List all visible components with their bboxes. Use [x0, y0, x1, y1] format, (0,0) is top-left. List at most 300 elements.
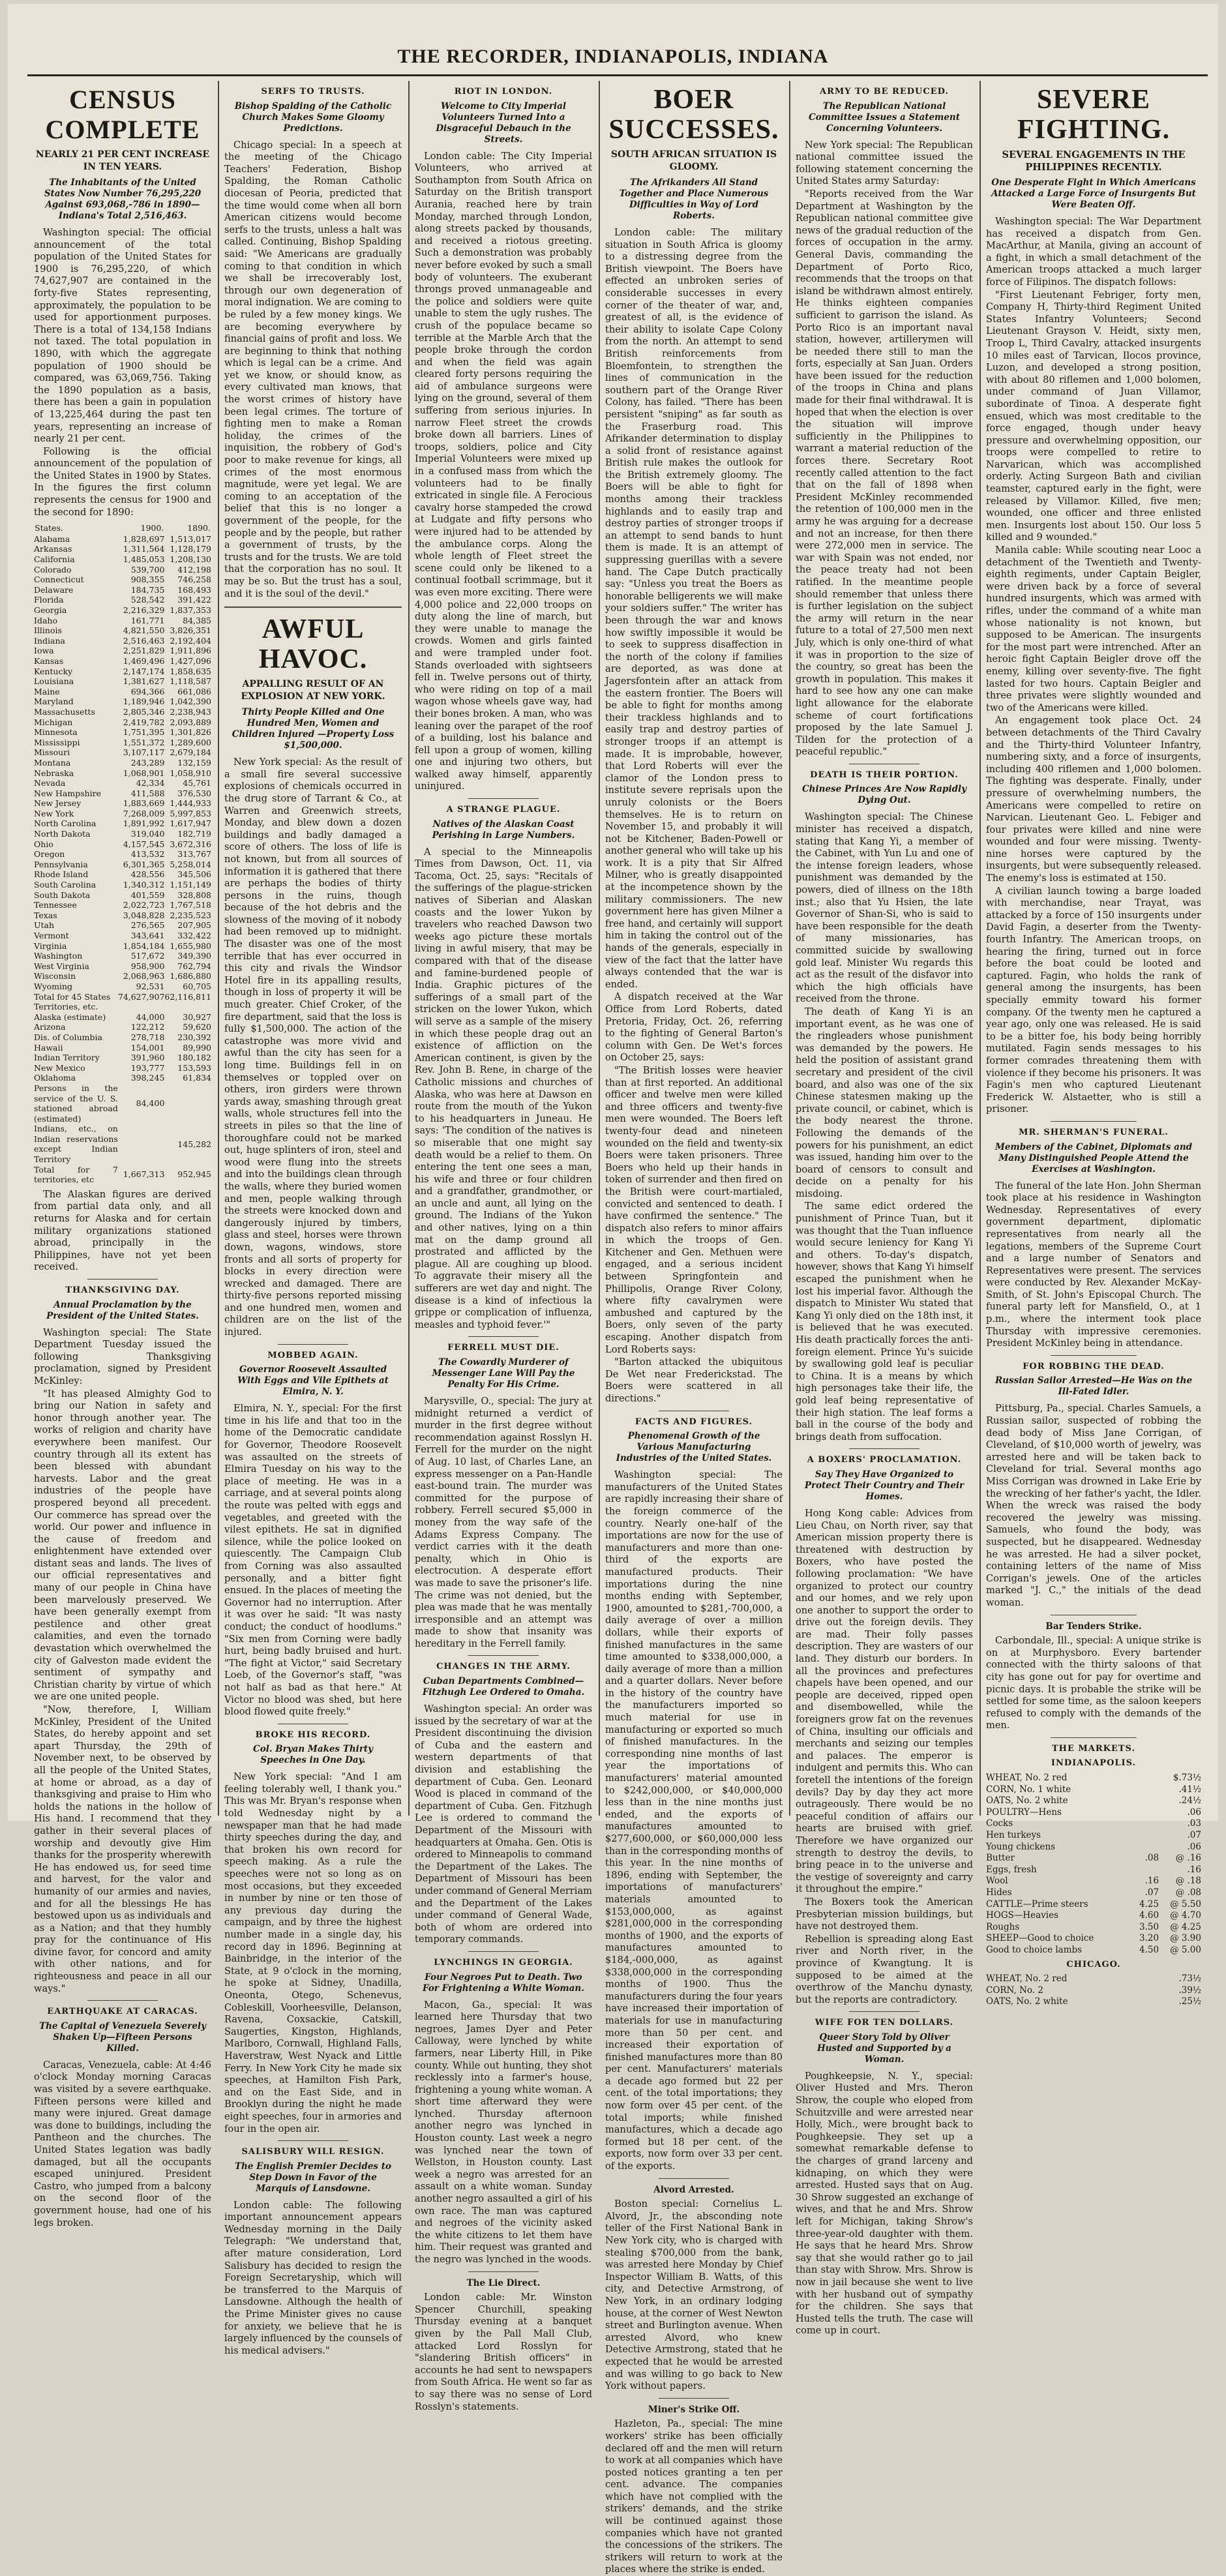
table-row [986, 1876, 1201, 1887]
death-body-1: The death of Kang Yi is an important event, as he was one of the ringleaders whose punishment was demanded by the powers. He held the position of assistant grand secretary and president of the civil board, and also was one of the six Chinese statesmen making up the private council, or cabinet, which is the body nearest the throne. Following the demands of the powers for his punishment, an edict was issued, handing him over to the board of censors to consult and decide on a penalty for his misdoing. [796, 1006, 973, 1199]
row-label: Kentucky [34, 666, 73, 676]
column-1 [34, 81, 211, 2228]
table-row [34, 1063, 211, 1073]
total45-1900: 74,627,907 [117, 991, 165, 1002]
row-value: 3,826,351 [170, 625, 211, 636]
table-row [34, 971, 211, 981]
row-label: Eggs, fresh [986, 1864, 1037, 1875]
row-label: SHEEP—Good to choice [986, 1933, 1094, 1944]
row-label: WHEAT, No. 2 red [986, 1773, 1068, 1784]
newspaper-page [8, 4, 1218, 2575]
row-value: .24½ [1178, 1795, 1201, 1806]
row-value: 4.25 [1139, 1898, 1159, 1910]
row-label: Maryland [34, 696, 74, 707]
table-row [34, 717, 211, 728]
reduce-body-0: New York special: The Republican national committee issued the following statement concerning the United States army Saturday: [796, 139, 973, 187]
row-value: 2,068,963 [123, 971, 165, 981]
row-value: 1,854,184 [123, 940, 165, 951]
row-value: 1,189,946 [123, 696, 165, 707]
table-row [34, 809, 211, 819]
table-row [34, 534, 211, 545]
row-value: 3.50 [1139, 1921, 1159, 1932]
miners-title: Miner's Strike Off. [648, 2404, 740, 2415]
row-label: Alabama [34, 533, 70, 544]
mobbed-title: MOBBED AGAIN. [267, 1350, 359, 1360]
row-label: Colorado [34, 564, 72, 575]
table-row [34, 1012, 211, 1023]
row-value: 1,128,179 [170, 544, 211, 554]
salisbury-title: SALISBURY WILL RESIGN. [241, 2147, 385, 2157]
indianapolis-title: INDIANAPOLIS. [1051, 1758, 1137, 1769]
facts-deck: Phenomenal Growth of the Various Manufacturing Industries of the United States. [616, 1431, 772, 1464]
census-header-1890: 1890. [187, 523, 211, 533]
divider [278, 1344, 349, 1345]
row-value: 60,705 [183, 981, 211, 991]
row-value: 4,821,550 [123, 625, 165, 636]
census-header-states: States. [35, 523, 63, 533]
row-value: 1,767,518 [170, 900, 211, 910]
table-row [34, 1022, 211, 1032]
row-label: Vermont [34, 931, 69, 940]
table-row [986, 1985, 1201, 1997]
row-value: 1,551,372 [123, 737, 165, 747]
row-value: 161,771 [130, 615, 165, 625]
boer-body-1: A dispatch received at the War Office from Lord Roberts, dated Pretoria, Friday, Oct. 26, referring to the fighting of General Barton's column with Gen. De Wet's forces on October 25, says: [605, 991, 783, 1064]
lynchings-deck: Four Negroes Put to Death. Two For Frightening a White Woman. [423, 1971, 584, 1994]
column-rule [408, 81, 410, 1816]
table-row [34, 829, 211, 839]
divider [468, 1655, 539, 1656]
riot-title: RIOT IN LONDON. [454, 87, 553, 97]
row-label: Wyoming [34, 981, 73, 991]
thanksgiving-deck: Annual Proclamation by the President of the United States. [46, 1299, 199, 1321]
row-label: Florida [34, 595, 64, 605]
row-value: 122,212 [130, 1022, 165, 1032]
abroad-1900: 84,400 [136, 1098, 165, 1109]
row-value: 193,777 [130, 1062, 165, 1073]
boer-body-0: London cable: The military situation in South Africa is gloomy to a distressing degree from the British viewpoint. The Boers have effected an unbroken series of considerable successes in every corner of the theater of war, and, greatest of all, is the evidence of their ability to isolate Cape Colony from the north. An attempt to send British reinforcements from Bloemfontein, to strengthen the lines of communication in the southern part of the Orange River Colony, has failed. "There has been persistent "sniping" as far south as the Fraserburg road. This Afrikander determination to display a solid front of resistance against British rule makes the outlook for the British extremely gloomy. The Boers will be able to fight for months among their trackless highlands and to easily trap and destroy parties of stronger troops if an attempt to send bands to hunt them is made. It is an attempt of suppressing guerillas with a severe hand. The Cape Dutch practically say: "Unless you treat the Boers as honorable belligerents we will make your soldiers suffer." The writer has been through the war and knows how swiftly impossible it would be to seek to suppress disaffection in the north of the colony if families are deported, as was done at Jagersfontein after an attack from the eastern frontier. The Boers will be able to fight for months among their trackless highlands and to easily trap and destroy parties of stronger troops if an attempt is made. It is improbable, however, that Lord Roberts will ever the clamor of the London press to institute severe reprisals upon the unruly colonists or the Boers themselves. He is to return on November 15, and probably it will not be Kitchener, Baden-Powell or another general who will take up his work. It is a pity that Sir Alfred Milner, who is greatly disappointed at the incompetence shown by the military commissioners. The new government here has given Milner a free hand, and certainly will support him in taking the control out of the hands of the generals, especially in view of the fact that the latter have always contended that the war is ended. [605, 227, 783, 990]
column-2 [224, 81, 402, 2356]
ferrell-title: FERRELL MUST DIE. [447, 1343, 560, 1353]
row-value: 428,556 [130, 869, 165, 880]
row-value: @ 5.50 [1170, 1898, 1201, 1910]
chicago-markets [986, 1973, 1201, 2008]
table-row [34, 860, 211, 870]
column-rule [218, 81, 219, 1816]
table-row [34, 727, 211, 738]
row-value: 1,485,053 [123, 554, 165, 565]
table-row [986, 1933, 1201, 1945]
row-value: 3,107,117 [123, 747, 165, 758]
row-value: 2,192,404 [170, 635, 211, 646]
table-row [34, 849, 211, 860]
boer-headline: BOER SUCCESSES. [608, 85, 779, 145]
row-value: 762,794 [177, 961, 211, 971]
thanksgiving-body-2: "Now, therefore, I, William McKinley, President of the United States, do hereby appoint and set apart Thursday, the 29th of November next, to be observed by all the people of the United States, at home or abroad, as a day of thanksgiving and praise to Him who holds the nations in the hollow of His hand. I recommend that they gather in their several places of worship and devoutly give Him thanks for the prosperity wherewith He has endowed us, for seed time and harvest, for the valor and humanity of our armies and navies, and for all the blessings He has bestowed upon us as individuals and as a Nation; and that they humbly pray for the continuance of His divine favor, for concord and amity with other nations, and for righteousness and peace in all our ways." [34, 1704, 211, 1994]
row-value: @ .18 [1175, 1876, 1201, 1887]
table-row [34, 758, 211, 768]
markets-title: THE MARKETS. [1051, 1743, 1135, 1754]
table-row [34, 554, 211, 565]
severe-body-4: A civilian launch towing a barge loaded with merchandise, near Trayat, was attacked by a force of 150 insurgents under David Fagin, a deserter from the Twenty-fourth Infantry. The American troops, on hearing the firing, turned out in force before the boat could be looted and captured. Fagin, who holds the rank of general among the insurgents, has been specially emmity toward his former company. Of the twenty men he captured a year ago, only one was released. He is said to be a bitter foe, his body being horribly mutilated. Fagin sends messages to his former comrades threatening them with violence if they become his prisoners. It was Fagin's men who captured Lieutenant Frederick W. Alstaetter, who is still a prisoner. [986, 885, 1201, 1115]
row-value: 2,679,184 [170, 747, 211, 758]
serfs-title: SERFS TO TRUSTS. [261, 87, 365, 97]
row-value: 398,245 [130, 1073, 165, 1083]
row-label: Nebraska [34, 768, 74, 778]
row-value: 349,390 [177, 951, 211, 961]
abroad-label: Persons in the service of the U. S. stationed abroad (estimated) [34, 1083, 118, 1124]
row-value: 1,828,697 [123, 533, 165, 544]
row-label: Louisiana [34, 676, 74, 687]
row-label: Hides [986, 1887, 1012, 1898]
miners-body: Hazleton, Pa., special: The mine workers' strike has been officially declared off and the men will return to work at all companies which have posted notices granting a ten per cent. advance. The companies which have not complied with the strikers' demands, and the strike will be continued against those companies which have not granted the concessions of the strikers. The strikers will return to work at the places where the strike is ended. [605, 2418, 783, 2575]
masthead-rule [27, 74, 1208, 76]
row-value: 1,301,826 [170, 727, 211, 738]
table-row [986, 1899, 1201, 1911]
row-value: 1,381,627 [123, 676, 165, 687]
row-value: .73½ [1178, 1973, 1201, 1984]
table-row [34, 738, 211, 748]
divider [87, 2000, 158, 2001]
earthquake-title: EARTHQUAKE AT CARACAS. [47, 2007, 198, 2017]
table-row [34, 565, 211, 575]
row-value: 1,444,933 [170, 798, 211, 809]
table-row [986, 1922, 1201, 1934]
serfs-deck: Bishop Spalding of the Catholic Church Makes Some Gloomy Predictions. [234, 100, 392, 134]
row-label: Arizona [34, 1022, 66, 1032]
row-value: 1,068,901 [123, 768, 165, 778]
row-label: Michigan [34, 717, 73, 727]
row-label: Tennessee [34, 900, 77, 910]
alvord-title: Alvord Arrested. [653, 2184, 734, 2195]
robbing-body: Pittsburg, Pa., special. Charles Samuels, a Russian sailor, suspected of robbing the dead body of Miss Jane Corrigan, of Cleveland, of $10,000 worth of jewelry, was arrested here and will be taken back to Cleveland for trial. Several months ago Miss Corrigan was drowned in Lake Erie by the wrecking of her father's yacht, the Idler. When the wreck was raised the body recovered the jewelry was missing. Samuels, who found the body, was suspected, but he disappeared. Wednesday he was arrested. He had a silver pocket, containing letters of the name of Miss Corrigan's jewels. One of the articles marked "J. C.," the initials of the dead woman. [986, 1403, 1201, 1608]
row-value: 3,048,828 [123, 910, 165, 920]
army-changes-body: Washington special: An order was issued by the secretary of war at the President discontinuing the division of Cuba and the eastern and western departments of that division and establishing the department of Cuba. Gen. Leonard Wood is placed in command of the department of Cuba. Gen. Fitzhugh Lee is ordered to command the Department of the Missouri with headquarters at Omaha. Gen. Otis is ordered to Minneapolis to command the Department of the Lakes. The Department of Missouri has been under command of General Merriam and the Department of the Lakes under command of General Wade, both of whom are ordered into temporary commands. [415, 1703, 592, 1945]
row-value: 1,751,395 [123, 727, 165, 738]
census-deck: The Inhabitants of the United States Now Number 76,295,220 Against 693,068,-786 in 1890—Indiana's Total 2,516,463. [44, 177, 202, 221]
table-row [34, 666, 211, 677]
row-value [1132, 1795, 1159, 1807]
row-value: 1,340,312 [123, 880, 165, 890]
table-row [34, 676, 211, 687]
death-body-2: The same edict ordered the punishment of Prince Tuan, but it was thought that the Tuan influence would secure leniency for Kang Yi and others. To-day's dispatch, however, shows that Kang Yi himself escaped the punishment when he lost his imperial favor. Although the dispatch to Minister Wu stated that Kang Yi only died on the 18th inst, it is believed that he was executed. His death practically forces the anti-foreign element. Prince Yu's suicide by swallowing gold leaf is peculiar to China. It is a means by which high personages take their life, the gold leaf being representative of their high station. The leaf forms a ball in the course of the body and brings death from suffocation. [796, 1201, 973, 1443]
table-row [34, 1053, 211, 1063]
column-rule [599, 81, 600, 1816]
row-value: 2,251,829 [123, 646, 165, 656]
indians-1900 [118, 1124, 165, 1164]
row-value: 908,355 [130, 575, 165, 585]
row-value: 1,891,992 [123, 818, 165, 829]
row-value: @ 4.25 [1170, 1921, 1201, 1932]
row-label: California [34, 554, 75, 565]
thanksgiving-body-1: "It has pleased Almighty God to bring our Nation in safety and honor through another year. The works of religion and charity have everywhere been manifest. Our country through all its extent has been blessed with abundant harvests. Labor and the great industries of the people have prospered beyond all precedent. Our commerce has spread over the world. Our power and influence in the cause of freedom and enlightenment have extended over distant seas and lands. The lives of our official representatives and many of our people in China have been marvelously preserved. We have been generally exempt from pestilence and other great calamities, and even the tornado devastation which overwhelmed the city of Galveston made evident the sentiment of sympathy and Christian charity by virtue of which we are one united people. [34, 1388, 211, 1703]
wife-title: WIFE FOR TEN DOLLARS. [815, 2018, 954, 2028]
row-label: Minnesota [34, 727, 78, 738]
total45-label: Total for 45 States [34, 991, 111, 1002]
census-extra [34, 1083, 211, 1185]
row-value: 153,593 [177, 1062, 211, 1073]
thanksgiving-title: THANKSGIVING DAY. [65, 1285, 180, 1295]
alvord-body: Boston special: Cornelius L. Alvord, Jr., the absconding note teller of the First National Bank in New York city, who is charged with stealing $700,000 from the bank, was arrested here Monday by Chief Inspector William B. Watts, of this city, and Detective Armstrong, of New York, in an ordinary lodging house, at the corner of West Newton street and Burlington avenue. When arrested Alvord, who knew Detective Armstrong, stated that he expected that he would be arrested and was willing to go back to New York without papers. [605, 2198, 783, 2392]
divider [1051, 1121, 1137, 1122]
table-row [34, 687, 211, 697]
row-value: 230,392 [177, 1032, 211, 1042]
row-label: Kansas [34, 655, 64, 666]
row-value: 376,530 [177, 788, 211, 798]
row-value: .16 [1187, 1864, 1201, 1875]
lie-title: The Lie Direct. [466, 2277, 541, 2288]
divider [468, 1951, 539, 1952]
row-value: @ .08 [1175, 1887, 1201, 1898]
row-value: 958,900 [130, 961, 165, 971]
row-value: 2,419,782 [123, 717, 165, 727]
facts-title: FACTS AND FIGURES. [635, 1416, 753, 1427]
reduce-title: ARMY TO BE REDUCED. [820, 87, 949, 97]
row-value [1132, 1773, 1159, 1784]
row-value: 661,086 [177, 686, 211, 696]
census-body-1: Washington special: The official announcement of the total population of the United States for 1900 is 76,295,220, of which 74,627,907 are contained in the forty-five States representing, approximately, the population to be used for apportionment purposes. There is a total of 134,158 Indians not taxed. The total population in 1890, with which the aggregate population of 1900 should be compared, was 63,069,756. Taking the 1890 population as a basis, there has been a gain in population of 13,225,464 during the past ten years, representing an increase of nearly 21 per cent. [34, 227, 211, 445]
row-value: 92,531 [136, 981, 165, 991]
row-value: 4.60 [1139, 1910, 1159, 1921]
row-label: South Dakota [34, 890, 91, 900]
ferrell-deck: The Cowardly Murderer of Messenger Lane Will Pay the Penalty For His Crime. [432, 1357, 575, 1390]
row-label: Missouri [34, 747, 70, 758]
row-label: Pennsylvania [34, 859, 88, 869]
table-row [34, 595, 211, 605]
reduce-body-1: "Reports received from the War Department at Washington by the Republican national committee give news of the gradual reduction of the forces of occupation in the army. General Davis, commanding the Department of Porto Rico, recommends that the troops on that island be withdrawn almost entirely. He thinks eighteen companies sufficient to garrison the island. As Porto Rico is an important naval station, however, artillerymen will be needed there still to man the forts, especially at San Juan. Orders have been issued for the reduction of the troops in China and plans made for their final withdrawal. It is hoped that when the election is over the situation will improve sufficiently in the Philippines to warrant a material reduction of the forces there. Secretary Root recently called attention to the fact that on the fall of 1898 when President McKinley recommended the retention of 100,000 men in the army he was arguing for a decrease and not an increase, for then there were 272,000 men in service. The war with Spain was not ended, nor the peace treaty had not been ratified. In the meantime people should remember that unless there is further legislation on the subject the army will return in the near future to a total of 27,500 men next July, which is only one-third of what it was in proportion to the size of the country, so great has been the growth in population. This makes it hard to see how any one can make light allowance for the elaborate scheme of court fortifications proposed by the late Samuel J. Tilden for the protection of a peaceful republic." [796, 188, 973, 758]
plague-deck: Natives of the Alaskan Coast Perishing in Large Numbers. [432, 818, 575, 841]
row-label: Washington [34, 951, 83, 961]
severe-body-2: Manila cable: While scouting near Looc a detachment of the Twentieth and Twenty-eighth regiments, under Captain Beigler, were driven back by a force of several hundred insurgents, which was armed with rifles, under the command of a white man whose nationality is not known, but supposed to be American. The insurgents for the most part were intrenched. After an heroic fight Captain Beigler drove off the enemy, killing over seventy-five. The fight lasted for two hours. Captain Beigler and three privates were slightly wounded and two of the Americans were killed. [986, 545, 1201, 713]
table-row [986, 1773, 1201, 1784]
table-row [34, 818, 211, 829]
row-label: Ohio [34, 839, 53, 849]
row-value: 2,516,463 [123, 635, 165, 646]
thanksgiving-body-0: Washington special: The State Department Tuesday issued the following Thanksgiving proclamation, signed by President McKinley: [34, 1326, 211, 1386]
robbing-title: FOR ROBBING THE DEAD. [1023, 1361, 1165, 1371]
row-value: .16 [1144, 1876, 1159, 1887]
census-body-3: The Alaskan figures are derived from partial data only, and all returns for Alaska and for certain military organizations stationed abroad, principally in the Philippines, have not yet been received. [34, 1188, 211, 1273]
table-row [34, 768, 211, 779]
row-value: 168,493 [177, 584, 211, 595]
row-value: 694,366 [130, 686, 165, 696]
row-label: Roughs [986, 1921, 1020, 1932]
havoc-deck: Thirty People Killed and One Hundred Men, Women and Children Injured —Property Loss $1,500,000. [232, 707, 395, 751]
row-value: 391,422 [177, 595, 211, 605]
row-value: 2,147,174 [123, 666, 165, 676]
row-value: 332,422 [177, 931, 211, 940]
boxers-body-1: The Boxers took the American Presbyterian mission buildings, but have not destroyed them. [796, 1896, 973, 1932]
table-row [34, 890, 211, 901]
table-row [34, 1032, 211, 1043]
census-table [34, 522, 211, 1185]
sherman-body: The funeral of the late Hon. John Sherman took place at his residence in Washington Wednesday. Representatives of every government department, diplomatic representatives from nearly all the legations, members of the Supreme Court and a large number of Senators and Representatives were present. The services were conducted by Rev. Alexander McKay-Smith, of St. John's Episcopal Church. The funeral party left for Mansfield, O., at 1 p.m., where the interment took place Thursday with impressive ceremonies. President McKinley being in attendance. [986, 1180, 1201, 1349]
severe-deck: One Desperate Fight in Which Americans Attacked a Large Force of Insurgents But Were Beaten Off. [991, 177, 1196, 210]
table-row [34, 1124, 211, 1164]
census-totals [34, 992, 211, 1012]
table-row [34, 575, 211, 585]
death-deck: Chinese Princes Are Now Rapidly Dying Out. [801, 784, 967, 806]
row-label: Massachusetts [34, 706, 95, 717]
table-row [986, 1996, 1201, 2008]
row-label: Good to choice lambs [986, 1944, 1083, 1955]
mobbed-body: Elmira, N. Y., special: For the first time in his life and that too in the home of the Democratic candidate for Governor, Theodore Roosevelt was assaulted on the streets of Elmira Tuesday on his way to the place of meeting. He was in a carriage, and at several points along the route was pelted with eggs and vegetables, and greeted with the vilest epithets. He sat in dignified silence, while the police looked on quiescently. The Campaign Club from Corning was also assaulted personally, and a bitter fight ensued. In the places of meeting the Governor had no interruption. After it was over he said: "It was nasty conduct; the conduct of hoodlums." "Six men from Corning were badly hurt, being badly bruised and hurt. "The fight at Victor," said Secretary Loeb, of the Governor's staff, "was not half as bad as that here." At Victor no blood was shed, but here blood flowed quite freely." [224, 1403, 402, 1718]
boxers-title: A BOXERS' PROCLAMATION. [807, 1455, 962, 1465]
table-row [34, 625, 211, 636]
row-value: 411,588 [130, 788, 165, 798]
havoc-body: New York special: As the result of a small fire several successive explosions of chemicals occurred in the drug store of Tarrant & Co., at Warren and Greenwich streets, Monday, and blew down a dozen buildings and badly damaged a score of others. The loss of life is not known, but from all sources of information it is gathered that there are perhaps the bodies of thirty persons in the ruins, though because of the hot debris and the slowness of the moving of it nobody had been removed up to midnight. The disaster was one of the most terrible that has ever occurred in this city and rivals the Windsor Hotel fire in its appalling results, though in loss of property it will be much greater. Chief Croker, of the fire department, said that the loss is fully $1,500,000. The action of the catastrophe was more vivid and awful than the city has seen for a long time. Buildings fell in on themselves or toppled over on others, iron girders were thrown yards away, smashing through great walls, whole structures fell into the streets in piles so that the line of thoroughfare could not be marked out, huge splinters of iron, steel and wood were flung into the streets and into the buildings clean through the walls, where they buried women and men, people walking through the streets were knocked down and dangerously injured by timbers, glass and steel, horses were thrown down, wagons, windows, store fronts and all sorts of property for blocks in every direction were wrecked and damaged. There are thirty-five persons reported missing and one hundred men, women and children are on the list of the injured. [224, 756, 402, 1338]
boer-deck: The Afrikanders All Stand Together and Place Numerous Difficulties in Way of Lord Roberts. [619, 177, 769, 221]
row-value: .03 [1187, 1818, 1201, 1829]
table-row [34, 656, 211, 666]
row-label: Cocks [986, 1818, 1013, 1829]
table-row [34, 900, 211, 910]
boer-body-3: "Barton attacked the ubiquitous De Wet near Frederickstad. The Boers were scattered in all directions." [605, 1356, 783, 1404]
row-label: OATS, No. 2 white [986, 1795, 1068, 1806]
column-rule [789, 81, 790, 1816]
havoc-headline: AWFUL HAVOC. [258, 614, 368, 675]
row-value: 30,927 [183, 1011, 211, 1022]
row-value: 413,532 [130, 849, 165, 860]
row-label: Rhode Island [34, 869, 89, 880]
row-value: 1,469,496 [123, 655, 165, 666]
row-value: 7,268,009 [123, 808, 165, 818]
earthquake-body: Caracas, Venezuela, cable: At 4:46 o'clock Monday morning Caracas was visited by a severe earthquake. Fifteen persons were killed and many were injured. Great damage was done to buildings, including the Pantheon and the churches. The United States legation was badly damaged, but all the occupants escaped uninjured. President Castro, who jumped from a balcony on the second floor of the government house, had one of his legs broken. [34, 2059, 211, 2228]
table-row [34, 1043, 211, 1053]
table-row [34, 616, 211, 626]
row-label: Utah [34, 920, 55, 931]
divider [849, 2011, 920, 2012]
row-value: 4,157,545 [123, 839, 165, 849]
table-row [986, 1830, 1201, 1842]
row-value: 5,997,853 [170, 808, 211, 818]
row-value: 1,042,390 [170, 696, 211, 707]
row-label: South Carolina [34, 880, 97, 890]
row-value: 61,834 [183, 1073, 211, 1083]
wife-body: Poughkeepsie, N. Y., special: Oliver Husted and Mrs. Theron Shrow, the couple who eloped from Schuitzville and were arrested near Holly, Mich., were brought back to Poughkeepsie. They set up a somewhat remarkable defense to the charges of grand larceny and kidnaping, on which they were arrested. Husted says that on Aug. 30 Shrow suggested an exchange of wives, and that he and Mrs. Shrow left for Michigan, taking Shrow's three-year-old daughter with them. He says that he heard Mrs. Shrow say that she would rather go to jail than stay with Shrow. Mrs. Shrow is now in jail because she went to live with her husband out of sympathy for the children. She says that Husted tells the truth. The case will come up in court. [796, 2070, 973, 2337]
row-value: 412,198 [177, 564, 211, 575]
row-label: Hen turkeys [986, 1830, 1041, 1841]
row-label: New Mexico [34, 1062, 85, 1073]
row-value: 517,672 [130, 951, 165, 961]
total7-label: Total for 7 territories, etc [34, 1164, 118, 1185]
row-value: 276,565 [130, 920, 165, 931]
divider [1051, 1355, 1137, 1356]
serfs-body: Chicago special: In a speech at the meeting of the Chicago Teachers' Federation, Bishop Spalding, the Roman Catholic diocesan of Peoria, predicted that the time would come when all born American citizens would become serfs to the trusts, unless a halt was called. Continuing, Bishop Spalding said: "We Americans are gradually coming to that condition in which we shall be irrecoverably lost, through our own degeneration of moral indignation. We are coming to be ruled by a few money kings. We are becoming everywhere by financial gains of profit and loss. We are beginning to think that nothing which is legal can be a crime. And yet we know, or should know, as every cultivated man knows, that the worst crimes of history have been legal crimes. The torture of fighting men to make a Roman holiday, the crimes of the inquisition, the robbery of God's poor to make revenue for kings, all crimes of the most enormous magnitude, were yet legal. We are coming to an acceptation of the belief that this is no longer a government of the people, for the people and by the people, but rather a government of trusts, by the trusts and for the trusts. We are told that the corporation has no soul. It may be so. But the trust has a soul, and it is the soul of the devil." [224, 139, 402, 599]
row-value: 1,655,980 [170, 940, 211, 951]
row-value: 343,641 [130, 931, 165, 940]
row-value: 2,022,723 [123, 900, 165, 910]
severe-headline: SEVERE FIGHTING. [1017, 85, 1171, 145]
table-row [34, 869, 211, 880]
row-value: .07 [1187, 1830, 1201, 1841]
row-value [1132, 1865, 1159, 1876]
row-value: 1,837,353 [170, 605, 211, 615]
table-row [34, 788, 211, 799]
army-changes-title: CHANGES IN THE ARMY. [436, 1662, 571, 1672]
salisbury-body: London cable: The following important announcement appears Wednesday morning in the Daily Telegraph: "We understand that, after mature consideration, Lord Salisbury has decided to resign the Foreign Secretaryship, which will be transferred to the Marquis of Lansdowne. Although the health of the Prime Minister gives no cause for anxiety, we believe that he is largely influenced by the counsels of his medical advisers." [224, 2199, 402, 2356]
table-row [986, 1945, 1201, 1956]
bar-body: Carbondale, Ill., special: A unique strike is on at Murphysboro. Every bartender connected with the thirty saloons of that city has gone out for pay for overtime and picnic days. It is probable the strike will be settled for some time, as the saloon keepers refused to comply with the demands of the men. [986, 1635, 1201, 1731]
row-label: OATS, No. 2 white [986, 1996, 1068, 2007]
total7-1890: 952,945 [177, 1169, 211, 1180]
table-row [986, 1853, 1201, 1865]
row-value: 243,289 [130, 757, 165, 768]
row-value: .06 [1187, 1806, 1201, 1818]
table-row [986, 1795, 1201, 1807]
row-label: Connecticut [34, 575, 84, 585]
severe-body-3: An engagement took place Oct. 24 between detachments of the Third Cavalry and the Thirty-third Volunteer Infantry, numbering sixty, and a force of insurgents, including 400 riflemen and 1,000 bolomen. The fighting was desperate. Finally, under pressure of overwhelming numbers, the Americans were compelled to retire on Narvican. Lieutenant Geo. L. Febiger and four privates were killed and nine were wounded and four were missing. Twenty-nine horses were captured by the insurgents, but were subsequently released. The enemy's loss is estimated at 150. [986, 715, 1201, 884]
sherman-title: MR. SHERMAN'S FUNERAL. [1019, 1127, 1169, 1137]
row-label: Delaware [34, 584, 74, 595]
row-value: 207,905 [177, 920, 211, 931]
table-row [986, 1887, 1201, 1899]
row-value [1132, 1830, 1159, 1842]
row-value: 154,001 [130, 1042, 165, 1053]
table-row [986, 1865, 1201, 1876]
row-value: 1,858,635 [170, 666, 211, 676]
table-row [34, 1002, 211, 1012]
indianapolis-markets [986, 1773, 1201, 1956]
row-value: .41½ [1178, 1784, 1201, 1795]
death-body-0: Washington special: The Chinese minister has received a dispatch, stating that Kang Yi, a member of the Cabinet, with Yun Lu and one of the intense foreign leaders, whose punishment was demanded by the powers, died of illness on the 18th inst.; also that Yu Hsien, the late Governor of Shan-Si, who is said to have been responsible for the death of many missionaries, has committed suicide by swallowing gold leaf. Minister Wu regards this act as the result of the disfavor into which the high officials have received from the throne. [796, 811, 973, 1005]
row-value: 3.20 [1139, 1933, 1159, 1944]
row-value: 1,617,947 [170, 818, 211, 829]
row-value: $.73½ [1173, 1773, 1201, 1784]
column-3 [415, 81, 592, 2412]
row-value: 539,700 [130, 564, 165, 575]
census-territories-body [34, 1012, 211, 1083]
table-row [34, 839, 211, 850]
divider [1051, 1737, 1137, 1738]
table-row [34, 880, 211, 890]
indians-1890: 145,282 [177, 1139, 211, 1149]
row-label: New Hampshire [34, 788, 102, 798]
row-label: West Virginia [34, 961, 89, 971]
row-label: Young chickens [986, 1841, 1056, 1852]
reduce-deck: The Republican National Committee Issues a Statement Concerning Volunteers. [809, 100, 960, 134]
row-label: Mississippi [34, 737, 80, 747]
record-body: New York special: "And I am feeling tolerably well, I thank you." This was Mr. Bryan's response when told Wednesday night by a newspaper man that he had made thirty speeches during the day, and that broken his own record for speech making. As a rule the speeches were not so long as on most occasions, but they exceeded in number by nine or ten those of any previous day during the campaign, and by three the highest number made in a single day, his record day in 1896. Beginning at Bainbridge, in the interior of the State, at 9 o'clock in the morning, he spoke at Sidney, Unadilla, Oneonta, Otego, Schenevus, Cobleskill, Voorheesville, Delanson, Ravena, Coxsackie, Catskill, Saugerties, Kingston, Highlands, Marlboro, Cornwall, Highland Falls, Haverstraw, West Nyack and Little Ferry. In New York City he made six speeches, at Hamilton Fish Park, and on the East Side, and in Brooklyn during the night he made eight speeches, four in armories and four in the open air. [224, 1771, 402, 2134]
row-label: Wool [986, 1876, 1008, 1887]
row-label: Wisconsin [34, 971, 76, 981]
row-value: 180,182 [177, 1053, 211, 1063]
severe-subhead: SEVERAL ENGAGEMENTS IN THE PHILIPPINES RECENTLY. [1002, 149, 1186, 173]
row-label: Nevada [34, 778, 66, 788]
row-value: 184,735 [130, 584, 165, 595]
row-value: 2,805,346 [123, 706, 165, 717]
divider [468, 1336, 539, 1337]
row-label: WHEAT, No. 2 red [986, 1973, 1068, 1984]
masthead: THE RECORDER, INDIANAPOLIS, INDIANA [397, 46, 829, 67]
table-row [34, 778, 211, 788]
sherman-deck: Members of the Cabinet, Diplomats and Many Distinguished People Attend the Exercises at Washington. [994, 1141, 1193, 1175]
table-row [34, 585, 211, 595]
column-4 [605, 81, 783, 2575]
row-value: 42,334 [136, 778, 165, 788]
row-value: @ 3.90 [1170, 1933, 1201, 1944]
divider [659, 2178, 730, 2179]
boxers-body-2: Rebellion is spreading along East river and North river, in the province of Kwangtung. It is supposed to be aimed at the overthrow of the Manchu dynasty, but the reports are contradictory. [796, 1933, 973, 2005]
table-row [34, 920, 211, 931]
row-label: Indian Territory [34, 1053, 100, 1063]
row-value: 2,238,943 [170, 706, 211, 717]
row-value: 2,093,889 [170, 717, 211, 727]
column-5 [796, 81, 973, 2337]
facts-body: Washington special: The manufacturers of the United States are rapidly increasing their share of the foreign commerce of the country. Nearly one-half of the importations are now for the use of manufacturers and more than one-third of the exports are manufactured products. Their importations during the nine months ending with September, 1900, amounted to $281,-700,000, a daily average of over a million dollars, while their exports of finished manufactures in the same time amounted to $338,000,000, a daily average of more than a million and a quarter dollars. Never before in the history of the country have the manufacturers imported so much material for use in manufacturing or exported so much of finished manufactures. In the corresponding nine months of last year the importations of manufacturers' material amounted to $242,000,000, or $40,000,000 less than in the nine months just ended, and the exports of manufactures amounted to $277,600,000, or $60,000,000 less than in the corresponding months of this year. In the nine months of 1896, ending with September, the importations of manufacturers' materials amounted to $153,000,000, as against $281,000,000 in the corresponding months of 1900, and the exports of manufactures amounted to $184,-000,000, as against $338,000,000 in the corresponding months of 1900. Thus the manufacturers during the four years have increased their importation of materials for use in manufacturing more than 50 per cent. and increased their exportation of finished manufactures more than 80 per cent. Manufacturers' materials a decade ago formed but 22 per cent. of the total importations; they now form over 45 per cent. of the total imports; while finished manufactures, which a decade ago formed but 18 per cent. of the exports, now form over 33 per cent. of the exports. [605, 1469, 783, 2172]
row-value: 3,672,316 [170, 839, 211, 849]
row-value: 2,235,523 [170, 910, 211, 920]
